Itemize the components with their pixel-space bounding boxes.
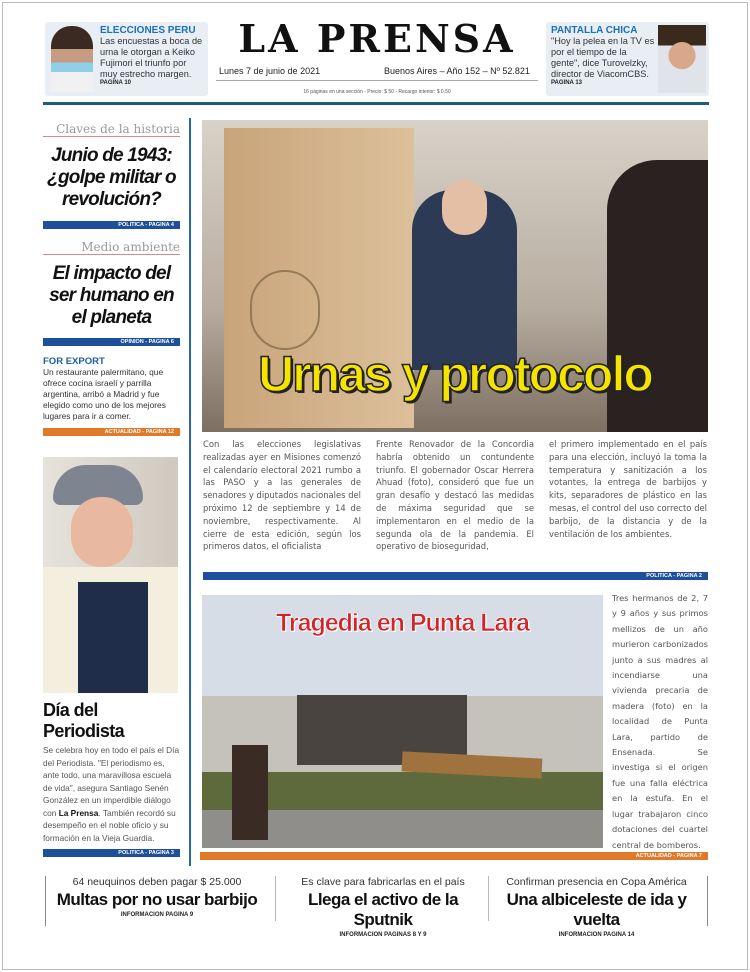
lead-headline: Urnas y protocolo [258, 346, 652, 402]
headline: Llega el activo de la Sputnik [307, 890, 459, 929]
teaser-elecciones-peru[interactable] [45, 22, 208, 96]
lead-section-tag[interactable]: POLITICA - PAGINA 2 [203, 572, 708, 580]
price-line: 16 páginas en una sección - Precio: $ 50 - Recargo interior: $ 0.50 [303, 89, 451, 95]
bottom-teaser-copa-america[interactable] [489, 876, 704, 938]
story-dia-del-periodista[interactable] [43, 700, 180, 857]
story-for-export[interactable] [43, 356, 180, 436]
section-tag: POLITICA - PAGINA 3 [43, 849, 180, 857]
punta-lara-photo[interactable] [202, 595, 603, 848]
kicker: Es clave para fabricarlas en el país [301, 876, 465, 888]
bottom-teaser-barbijo[interactable] [52, 876, 262, 918]
second-headline: Tragedia en Punta Lara [275, 609, 530, 637]
story-text [43, 744, 180, 844]
section-tag: OPINION - PAGINA 6 [43, 338, 180, 346]
page-ref: INFORMACION PAGINA 14 [558, 932, 635, 938]
lead-column-3: el primero implementado en el país para una elección, incluyó la toma la temperatura y sanitización a los votantes, la entrega de barbijos y kits, separadores de plástico en las mesas, el control del uso correcto del barbijo, de la distancia y de la ventilación de los ambientes. [549, 439, 707, 539]
bottom-teaser-sputnik[interactable] [278, 876, 488, 938]
issue-edition: Buenos Aires – Año 152 – Nº 52.821 [384, 66, 530, 76]
newspaper-name: La Prensa [58, 807, 99, 818]
text-part: Se celebra hoy en todo el país el Día del Periodista. "El periodismo es, ante todo, una maravillosa escuela de vida", asegura Santiago Senén González en un imperdible diálogo con [43, 745, 180, 818]
headline: El impacto del ser humano en el planeta [49, 263, 174, 328]
kicker: Confirman presencia en Copa América [506, 876, 687, 888]
periodista-photo [43, 457, 178, 693]
teaser-pantalla-chica[interactable] [546, 22, 709, 96]
story-text: Un restaurante palermitano, que ofrece cocina israelí y parrilla argentina, arribó a Madrid y fue elegido como uno de los mejores lugares para ir a comer. [43, 367, 166, 421]
section-label: Medio ambiente [43, 240, 180, 255]
teaser-kicker: ELECCIONES PERU [100, 25, 196, 36]
kicker: 64 neuquinos deben pagar $ 25.000 [72, 876, 242, 888]
kicker: FOR EXPORT [43, 356, 105, 367]
column-divider [189, 118, 191, 866]
keiko-photo [51, 26, 93, 92]
masthead-rule [216, 80, 538, 81]
teaser-page: PAGINA 13 [551, 80, 583, 86]
header-rule [43, 102, 709, 105]
teaser-text: Las encuestas a boca de urna le otorgan a Keiko Fujimori el triunfo por muy estrecho margen. [100, 36, 203, 79]
teaser-text: "Hoy la pelea en la TV es por el tiempo de la gente", dice Turovelzky, director de ViacomCBS. [551, 36, 655, 79]
story-junio-1943[interactable] [43, 122, 180, 229]
divider [275, 876, 276, 921]
lead-photo-urnas[interactable] [202, 120, 708, 432]
teaser-kicker: PANTALLA CHICA [551, 25, 638, 36]
lead-column-1: Con las elecciones legislativas realizadas ayer en Misiones comenzó el calendario electoral 2021 rumbo a las PASO y a las generales de senadores y diputados nacionales del próximo 12 de septiembre y 14 de noviembre, respectivamente. Al cierre de esta edición, según los primeros datos, el oficialista [203, 439, 361, 552]
page-ref: INFORMACION PAGINAS 8 Y 9 [339, 932, 427, 938]
second-section-tag[interactable]: ACTUALIDAD - PAGINA 7 [200, 852, 708, 860]
headline: Multas por no usar barbijo [56, 890, 258, 909]
bottom-teasers [45, 876, 708, 938]
section-tag: ACTUALIDAD - PAGINA 12 [43, 428, 180, 436]
page-ref: INFORMACION PAGINA 9 [120, 912, 194, 918]
headline: Una albiceleste de ida y vuelta [506, 890, 687, 929]
lead-column-2: Frente Renovador de la Concordia habría obtenido un contundente triunfo. El gobernador Oscar Herrera Ahuad (foto), consideró que fue un gran desafío y destacó las medidas de máxima seguridad que se implementaron en el medio de la segunda ola de la pandemia. El operativo de bioseguridad, [376, 439, 534, 552]
text-part: . También recordó su desempeño en el noble oficio y su formación en la Vieja Guardia. [43, 807, 176, 843]
teaser-page: PAGINA 10 [100, 80, 132, 86]
headline: Día del Periodista [43, 700, 125, 741]
masthead-title: LA PRENSA [238, 16, 516, 61]
section-tag: POLITICA - PAGINA 4 [43, 221, 180, 229]
turovelzky-photo [658, 25, 706, 93]
section-label: Claves de la historia [43, 122, 180, 137]
story-medio-ambiente[interactable] [43, 240, 180, 346]
second-story-text: Tres hermanos de 2, 7 y 9 años y sus primos mellizos de un año murieron carbonizados junto a sus madres al incendiarse una vivienda precaria de madera (foto) en la localidad de Punta Lara, partido de Ensenada. Se investiga si el origen fue una falla eléctrica en la estufa. En el lugar trabajaron cinco dotaciones del cuartel central de bomberos. [612, 593, 708, 850]
headline: Junio de 1943: ¿golpe militar o revolución? [47, 145, 176, 210]
issue-date: Lunes 7 de junio de 2021 [219, 66, 321, 76]
